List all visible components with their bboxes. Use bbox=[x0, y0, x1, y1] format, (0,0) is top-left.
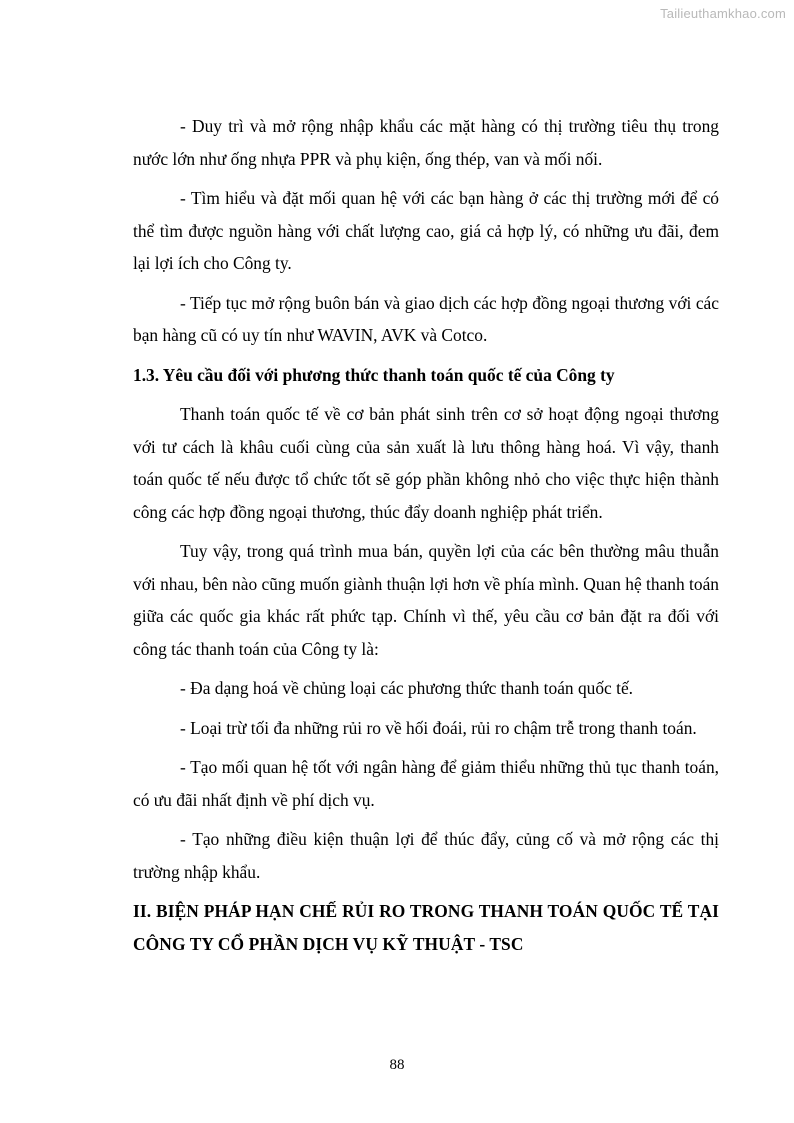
paragraph-tuy-vay: Tuy vậy, trong quá trình mua bán, quyền lợi của các bên thường mâu thuẫn với nhau, bên nào cũng muốn giành thuận lợi hơn về phía mình. Quan hệ thanh toán giữa các quốc gia khác rất phức tạp. Chính vì thế, yêu cầu cơ bản đặt ra đối với công tác thanh toán của Công ty là: bbox=[133, 541, 719, 659]
watermark: Tailieuthamkhao.com bbox=[660, 6, 786, 21]
page-number: 88 bbox=[389, 1057, 405, 1073]
chapter-heading: II. BIỆN PHÁP HẠN CHẾ RỦI RO TRONG THANH TOÁN QUỐC TẾ TẠI CÔNG TY CỔ PHẦN DỊCH VỤ KỸ THUẬT - TSC bbox=[133, 901, 719, 954]
paragraph-tim-hieu: - Tìm hiểu và đặt mối quan hệ với các bạn hàng ở các thị trường mới để có thể tìm được nguồn hàng với chất lượng cao, giá cả hợp lý, có những ưu đãi, đem lại lợi ích cho Công ty. bbox=[133, 188, 719, 273]
paragraph-da-dang-hoa: - Đa dạng hoá về chủng loại các phương thức thanh toán quốc tế. bbox=[180, 678, 634, 698]
paragraph-tiep-tuc: - Tiếp tục mở rộng buôn bán và giao dịch các hợp đồng ngoại thương với các bạn hàng cũ có uy tín như WAVIN, AVK và Cotco. bbox=[133, 292, 719, 345]
page-content bbox=[133, 110, 719, 960]
paragraph-tao-dieu-kien: - Tạo những điều kiện thuận lợi để thúc đẩy, củng cố và mở rộng các thị trường nhập khẩu. bbox=[133, 829, 719, 882]
paragraph-tao-moi-quan-he: - Tạo mối quan hệ tốt với ngân hàng để giảm thiểu những thủ tục thanh toán, có ưu đãi nhất định về phí dịch vụ. bbox=[133, 757, 719, 810]
section-heading: 1.3. Yêu cầu đối với phương thức thanh toán quốc tế của Công ty bbox=[133, 364, 615, 385]
paragraph-thanh-toan: Thanh toán quốc tế về cơ bản phát sinh trên cơ sở hoạt động ngoại thương với tư cách là khâu cuối cùng của sản xuất là lưu thông hàng hoá. Vì vậy, thanh toán quốc tế nếu được tổ chức tốt sẽ góp phần không nhỏ cho việc thực hiện thành công các hợp đồng ngoại thương, thúc đẩy doanh nghiệp phát triển. bbox=[133, 404, 719, 522]
paragraph-loai-tru: - Loại trừ tối đa những rủi ro về hối đoái, rủi ro chậm trễ trong thanh toán. bbox=[180, 717, 697, 738]
paragraph-duy-tri: - Duy trì và mở rộng nhập khẩu các mặt hàng có thị trường tiêu thụ trong nước lớn như ống nhựa PPR và phụ kiện, ống thép, van và mối nối. bbox=[133, 116, 719, 169]
